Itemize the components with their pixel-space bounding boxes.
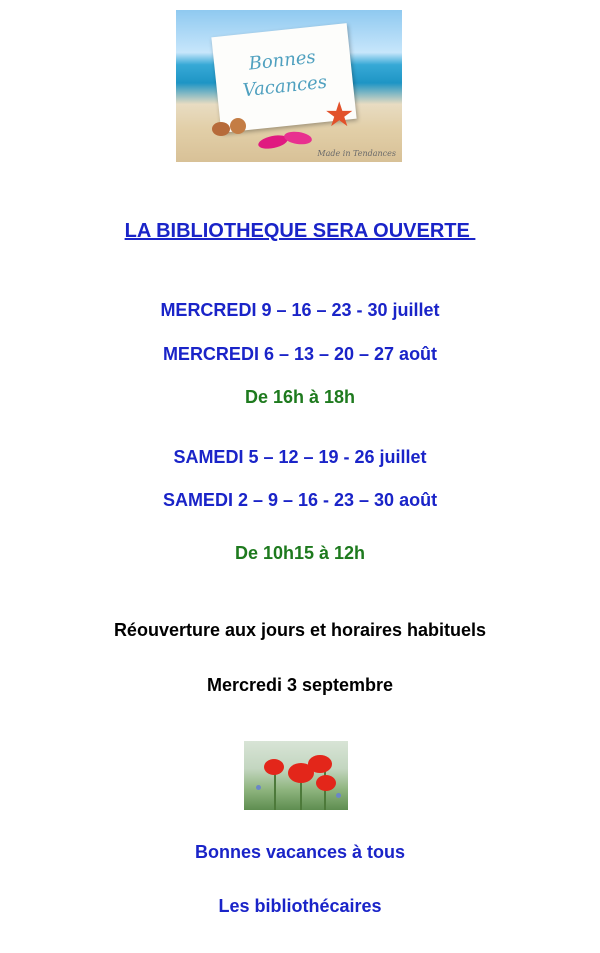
beach-vacation-image: [176, 10, 402, 162]
shell-icon: [212, 122, 230, 136]
image-signature: Made in Tendances: [317, 149, 396, 158]
saturday-august-dates: SAMEDI 2 – 9 – 16 - 23 – 30 août: [162, 490, 438, 510]
saturday-hours: De 10h15 à 12h: [234, 543, 366, 563]
wednesday-july-dates: MERCREDI 9 – 16 – 23 - 30 juillet: [160, 300, 440, 320]
card-text-line2: Vacances: [241, 71, 328, 102]
starfish-icon: ★: [324, 96, 355, 134]
closing-wishes: Bonnes vacances à tous: [194, 842, 406, 862]
poppy-icon: [308, 755, 332, 773]
closing-signature: Les bibliothécaires: [218, 896, 382, 916]
page-title: LA BIBLIOTHEQUE SERA OUVERTE: [124, 220, 476, 242]
poppy-icon: [316, 775, 336, 791]
reopening-date: Mercredi 3 septembre: [206, 675, 394, 695]
wednesday-hours: De 16h à 18h: [244, 387, 356, 407]
card-text-line1: Bonnes: [247, 46, 317, 75]
flip-flop-icon: [283, 130, 312, 146]
poppy-icon: [264, 759, 284, 775]
poppy-flowers-image: [244, 741, 348, 810]
shell-icon: [230, 118, 246, 134]
saturday-july-dates: SAMEDI 5 – 12 – 19 - 26 juillet: [173, 447, 427, 467]
reopening-notice: Réouverture aux jours et horaires habituels: [113, 620, 487, 640]
wednesday-august-dates: MERCREDI 6 – 13 – 20 – 27 août: [162, 344, 438, 364]
